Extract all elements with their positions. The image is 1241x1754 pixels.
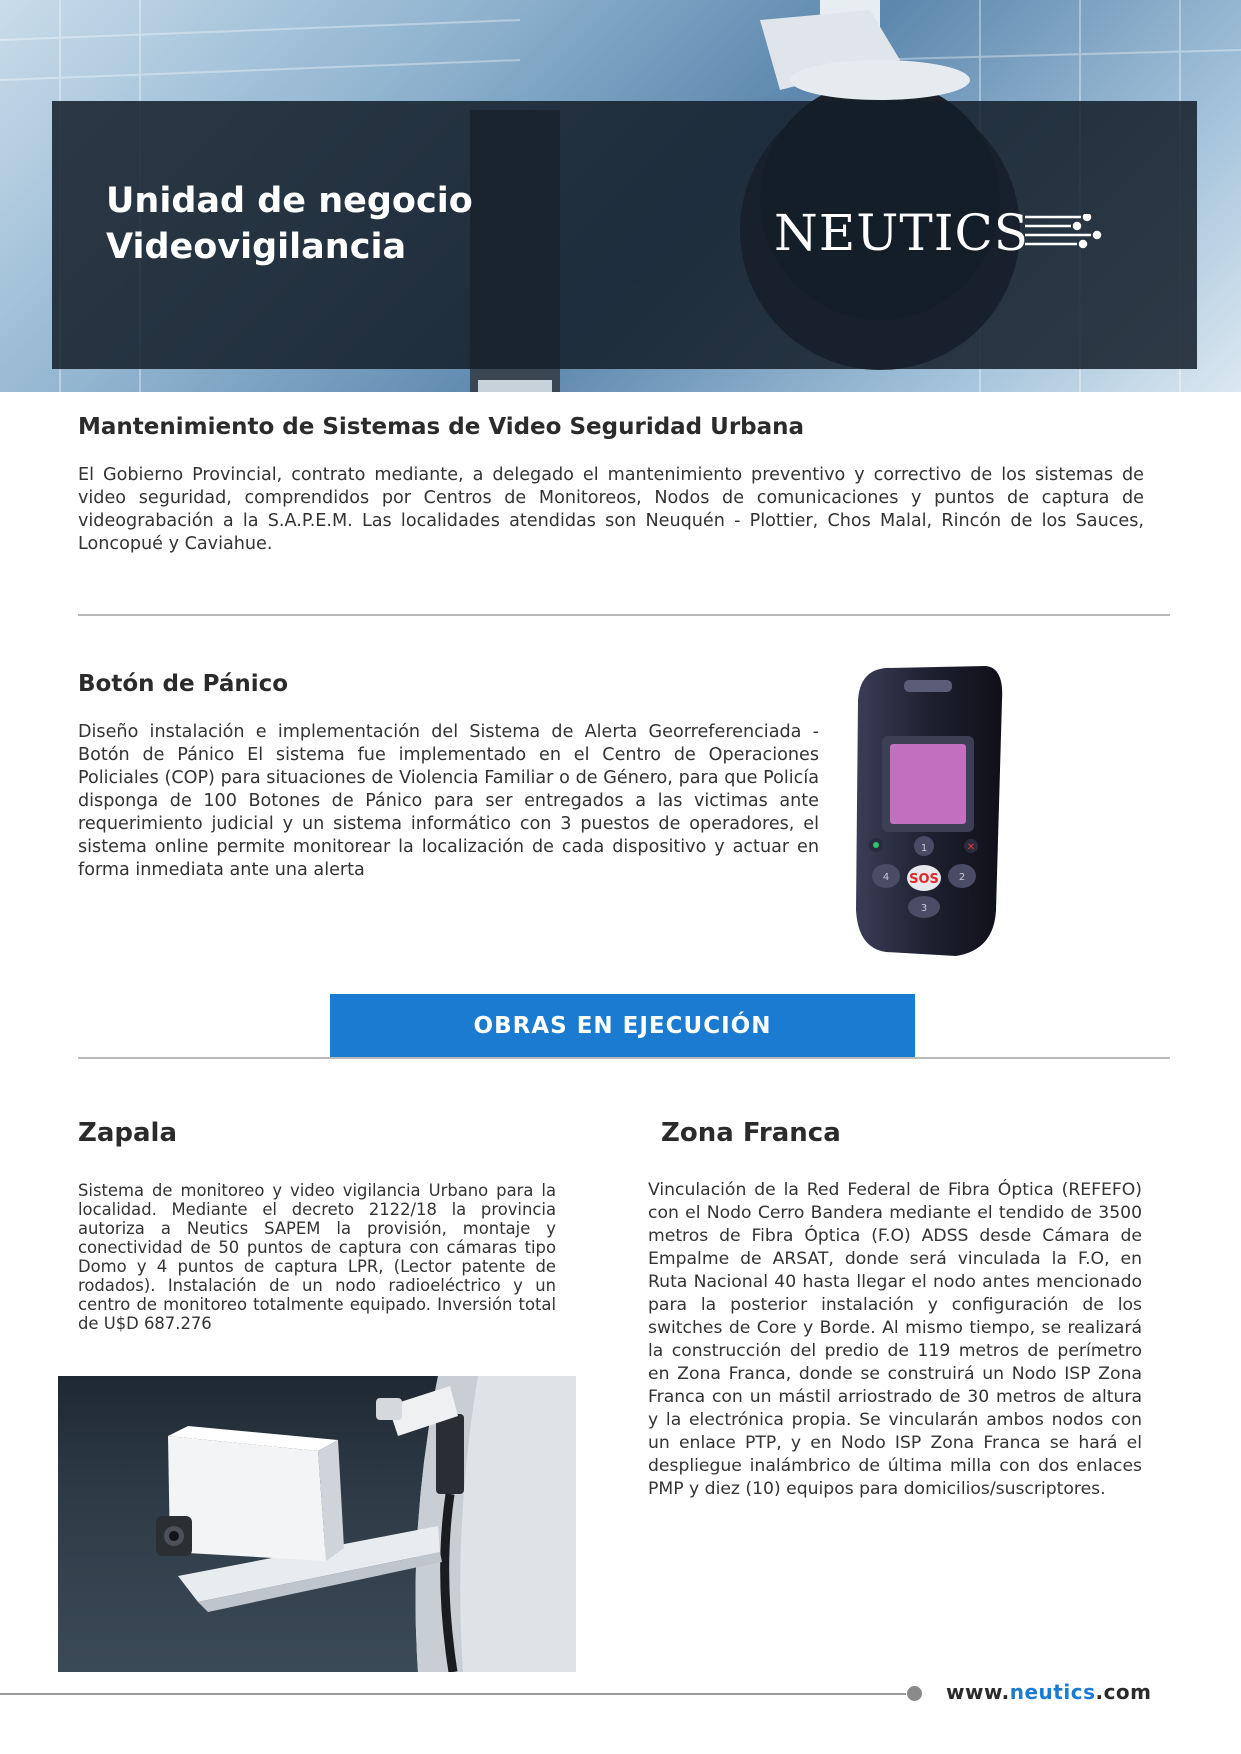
hero-banner: [0, 0, 1241, 392]
cctv-cameras-image: [58, 1376, 576, 1672]
circuit-lines-icon: [1025, 214, 1103, 250]
obras-en-ejecucion-banner: OBRAS EN EJECUCIÓN: [330, 994, 915, 1058]
section-divider: [78, 1057, 1170, 1059]
device-key-2: 2: [958, 872, 966, 883]
zona-franca-text: Vinculación de la Red Federal de Fibra Óptica (REFEFO) con el Nodo Cerro Bandera mediante el tendido de 3500 metros de Fibra Óptica (F.O) ADSS desde Cámara de Empalme de ARSAT, donde será vinculada la F.O, en Ruta Nacional 40 hasta llegar el nodo antes mencionado para la posterior instalación y configuración de los switches de Core y Borde. Al mismo tiempo, se realizará la construcción del predio de 119 metros de perímetro en Zona Franca, donde se construirá un Nodo ISP Zona Franca con un mástil arriostrado de 30 metros de altura y la electrónica propia. Se vincularán ambos nodos con un enlace PTP, y en Nodo ISP Zona Franca se hará el despliegue inalámbrico de última milla con dos enlaces PMP y diez (10) equipos para domicilios/suscriptores.: [648, 1180, 1142, 1499]
website-link[interactable]: [946, 1680, 1152, 1704]
boton-panico-text: Diseño instalación e implementación del Sistema de Alerta Georreferenciada - Botón de Pánico El sistema fue implementado en el Centro de Operaciones Policiales (COP) para situaciones de Violencia Familiar o de Género, para que Policía disponga de 100 Botones de Pánico para ser entregados a las victimas ante requerimiento judicial y un sistema informático con 3 puestos de operadores, el sistema online permite monitorear la localización de cada dispositivo y actuar en forma inmediata ante una alerta: [78, 722, 819, 880]
boton-panico-title: Botón de Pánico: [78, 671, 289, 697]
website-link-suffix: .com: [1095, 1680, 1152, 1704]
page-title: [106, 178, 473, 270]
zona-franca-title: Zona Franca: [661, 1118, 841, 1148]
device-key-4: 4: [882, 872, 890, 883]
footer-bullet-icon: [907, 1686, 922, 1701]
page-title-line2: Videovigilancia: [106, 227, 407, 267]
footer-divider: [0, 1693, 906, 1695]
section-divider: [78, 614, 1170, 616]
mantenimiento-text: El Gobierno Provincial, contrato mediante, a delegado el mantenimiento preventivo y correctivo de los sistemas de video seguridad, comprendidos por Centros de Monitoreos, Nodos de comunicaciones y puntos de captura de videograbación a la S.A.P.E.M. Las localidades atendidas son Neuquén - Plottier, Chos Malal, Rincón de los Sauces, Loncopué y Caviahue.: [78, 465, 1144, 554]
device-key-1: 1: [920, 843, 928, 854]
device-key-3: 3: [920, 903, 928, 914]
mantenimiento-title: Mantenimiento de Sistemas de Video Seguridad Urbana: [78, 414, 805, 440]
page-title-line1: Unidad de negocio: [106, 181, 473, 221]
sos-key-label: SOS: [909, 872, 939, 887]
panic-button-device-image: [846, 660, 1006, 960]
website-link-prefix: www.: [946, 1680, 1010, 1704]
website-link-domain: neutics: [1009, 1680, 1096, 1704]
neutics-logo: NEUTICS: [774, 204, 1029, 262]
cancel-key-icon: ✕: [966, 842, 976, 853]
zapala-title: Zapala: [78, 1118, 178, 1148]
zapala-text: Sistema de monitoreo y video vigilancia Urbano para la localidad. Mediante el decreto 2122/18 la provincia autoriza a Neutics SAPEM la provisión, montaje y conectividad de 50 puntos de captura con cámaras tipo Domo y 4 puntos de captura LPR, (Lector patente de rodados). Instalación de un nodo radioeléctrico y un centro de monitoreo totalmente equipado. Inversión total de U$D 687.276: [78, 1181, 556, 1333]
